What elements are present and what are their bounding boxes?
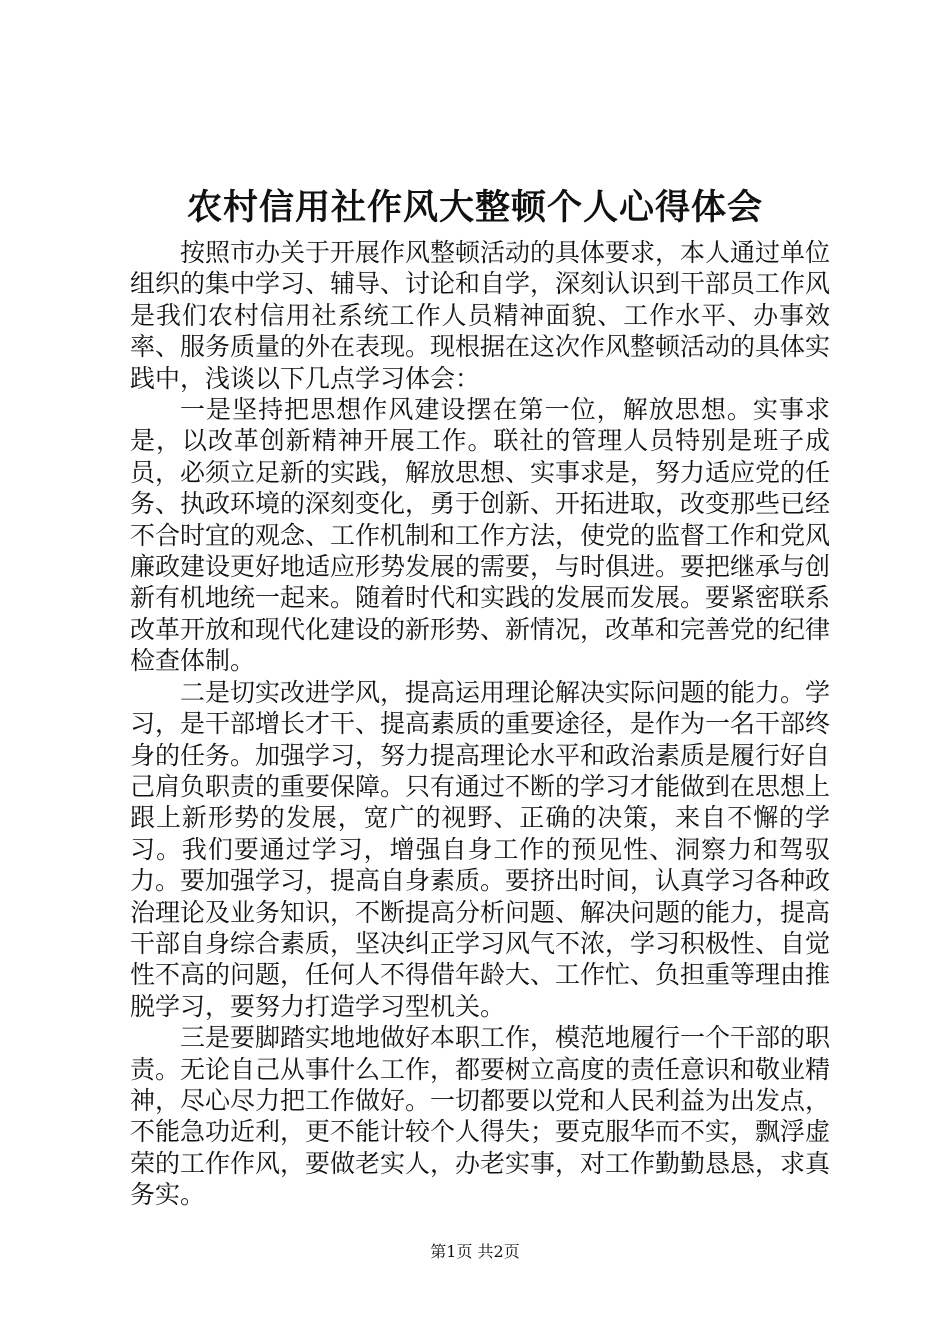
document-body [130,237,830,1211]
document-title: 农村信用社作风大整顿个人心得体会 [186,187,763,228]
paragraph-point-one: 一是坚持把思想作风建设摆在第一位，解放思想。实事求是，以改革创新精神开展工作。联社的管理人员特别是班子成员，必须立足新的实践，解放思想、实事求是，努力适应党的任务、执政环境的深刻变化，勇于创新、开拓进取，改变那些已经不合时宜的观念、工作机制和工作方法，使党的监督工作和党风廉政建设更好地适应形势发展的需要，与时俱进。要把继承与创新有机地统一起来。随着时代和实践的发展而发展。要紧密联系改革开放和现代化建设的新形势、新情况，改革和完善党的纪律检查体制。 [130,395,831,676]
paragraph-point-three: 三是要脚踏实地地做好本职工作，模范地履行一个干部的职责。无论自己从事什么工作，都要树立高度的责任意识和敬业精神，尽心尽力把工作做好。一切都要以党和人民利益为出发点，不能急功近利，更不能计较个人得失；要克服华而不实，飘浮虚荣的工作作风，要做老实人，办老实事，对工作勤勤恳恳，求真务实。 [130,1023,831,1210]
page-footer: 第1页 共2页 [430,1242,520,1261]
paragraph-intro: 按照市办关于开展作风整顿活动的具体要求，本人通过单位组织的集中学习、辅导、讨论和自学，深刻认识到干部员工作风是我们农村信用社系统工作人员精神面貌、工作水平、办事效率、服务质量的外在表现。现根据在这次作风整顿活动的具体实践中，浅谈以下几点学习体会： [130,238,831,393]
paragraph-point-two: 二是切实改进学风，提高运用理论解决实际问题的能力。学习，是干部增长才干、提高素质的重要途径，是作为一名干部终身的任务。加强学习，努力提高理论水平和政治素质是履行好自己肩负职责的重要保障。只有通过不断的学习才能做到在思想上跟上新形势的发展，宽广的视野、正确的决策，来自不懈的学习。我们要通过学习，增强自身工作的预见性、洞察力和驾驭力。要加强学习，提高自身素质。要挤出时间，认真学习各种政治理论及业务知识，不断提高分析问题、解决问题的能力，提高干部自身综合素质，坚决纠正学习风气不浓，学习积极性、自觉性不高的问题，任何人不得借年龄大、工作忙、负担重等理由推脱学习，要努力打造学习型机关。 [130,677,831,1021]
